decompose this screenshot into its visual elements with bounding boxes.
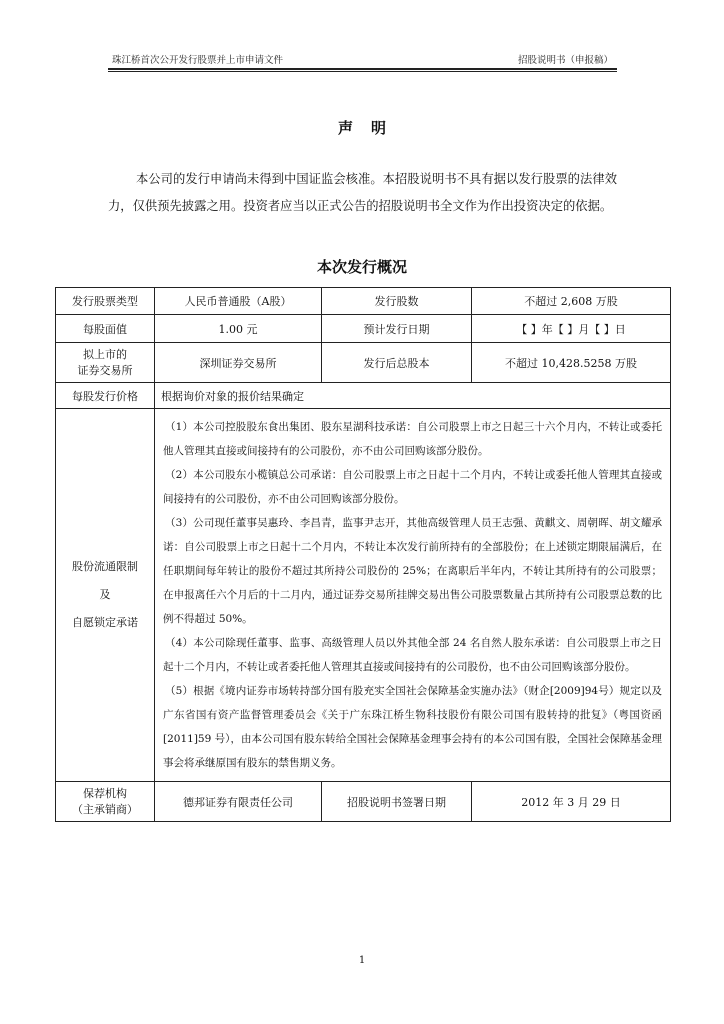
label-lockup-line1: 股份流通限制 xyxy=(72,560,138,573)
row-exchange xyxy=(56,343,671,383)
row-stock-type xyxy=(56,288,671,315)
label-exchange xyxy=(56,343,155,383)
statement-title: 声明 xyxy=(337,119,404,137)
row-sponsor xyxy=(56,782,671,822)
statement-body: 本公司的发行申请尚未得到中国证监会核准。本招股说明书不具有据以发行股票的法律效力，仅供预先披露之用。投资者应当以正式公告的招股说明书全文作为作出投资决定的依据。 xyxy=(108,172,617,213)
label-lockup xyxy=(56,409,155,782)
page-number: 1 xyxy=(358,955,366,966)
label-issue-price: 每股发行价格 xyxy=(56,383,155,409)
value-par-value: 1.00 元 xyxy=(155,315,322,343)
label-issue-date: 预计发行日期 xyxy=(322,315,472,343)
commitment-item: （3）公司现任董事吴惠玲、李昌青，监事尹志开，其他高级管理人员王志强、黄麒文、周朝晖、胡文耀承诺：自公司股票上市之日起十二个月内，不转让本次发行前所持有的全部股份；在上述锁定期限届满后，在任职期间每年转让的股份不超过其所持公司股份的 25%；在离职后半年内，不转让其所持有的公司股票；在申报离任六个月后的十二月内，通过证券交易所挂牌交易出售公司股票数量占其所持有公司股票总数的比例不得超过 50%。 xyxy=(163,517,662,625)
commitment-item: （4）本公司除现任董事、监事、高级管理人员以外其他全部 24 名自然人股东承诺：自公司股票上市之日起十二个月内，不转让或者委托他人管理其直接或间接持有的公司股份，也不由公司回购该部分股份。 xyxy=(163,637,662,673)
value-issue-date: 【 】年【 】月【 】日 xyxy=(472,315,671,343)
commitment-item: （5）根据《境内证券市场转持部分国有股充实全国社会保障基金实施办法》（财企[2009]94号）规定以及广东省国有资产监督管理委员会《关于广东珠江桥生物科技股份有限公司国有股转持的批复》（粤国资函[2011]59 号），由本公司国有股东转给全国社会保障基金理事会持有的本公司国有股，全国社会保障基金理事会将承继原国有股东的禁售期义务。 xyxy=(163,685,662,769)
header-document-type: 招股说明书（申报稿） xyxy=(517,55,613,66)
row-issue-price xyxy=(56,383,671,409)
value-total-shares: 不超过 10,428.5258 万股 xyxy=(472,343,671,383)
label-lockup-line3: 自愿锁定承诺 xyxy=(72,616,138,629)
lockup-commitments xyxy=(155,409,671,782)
value-sign-date: 2012 年 3 月 29 日 xyxy=(472,782,671,822)
header-document-name: 珠江桥首次公开发行股票并上市申请文件 xyxy=(112,55,284,66)
label-exchange-line2: 证券交易所 xyxy=(77,363,133,377)
value-exchange: 深圳证券交易所 xyxy=(155,343,322,383)
overview-title: 本次发行概况 xyxy=(316,258,407,276)
value-stock-type: 人民币普通股（A股） xyxy=(155,288,322,315)
value-issue-price: 根据询价对象的报价结果确定 xyxy=(155,383,671,409)
row-par-value xyxy=(56,315,671,343)
label-sign-date: 招股说明书签署日期 xyxy=(322,782,472,822)
label-sponsor-line2: （主承销商） xyxy=(72,802,138,816)
label-stock-type: 发行股票类型 xyxy=(56,288,155,315)
label-sponsor-line1: 保荐机构 xyxy=(83,786,127,800)
label-sponsor xyxy=(56,782,155,822)
value-issue-shares: 不超过 2,608 万股 xyxy=(472,288,671,315)
value-sponsor: 德邦证券有限责任公司 xyxy=(155,782,322,822)
label-exchange-line1: 拟上市的 xyxy=(83,347,127,361)
row-lockup xyxy=(56,409,671,782)
issuance-overview-table xyxy=(55,287,671,822)
label-par-value: 每股面值 xyxy=(56,315,155,343)
label-lockup-line2: 及 xyxy=(99,588,111,601)
page-header xyxy=(108,52,617,68)
label-issue-shares: 发行股数 xyxy=(322,288,472,315)
header-rule-thin xyxy=(108,71,617,72)
header-rule-thick xyxy=(108,68,617,70)
commitment-item: （2）本公司股东小榄镇总公司承诺：自公司股票上市之日起十二个月内，不转让或委托他人管理其直接或间接持有的公司股份，亦不由公司回购该部分股份。 xyxy=(163,469,662,505)
label-total-shares: 发行后总股本 xyxy=(322,343,472,383)
commitment-item: （1）本公司控股股东食出集团、股东星湖科技承诺：自公司股票上市之日起三十六个月内，不转让或委托他人管理其直接或间接持有的公司股份，亦不由公司回购该部分股份。 xyxy=(163,421,662,457)
